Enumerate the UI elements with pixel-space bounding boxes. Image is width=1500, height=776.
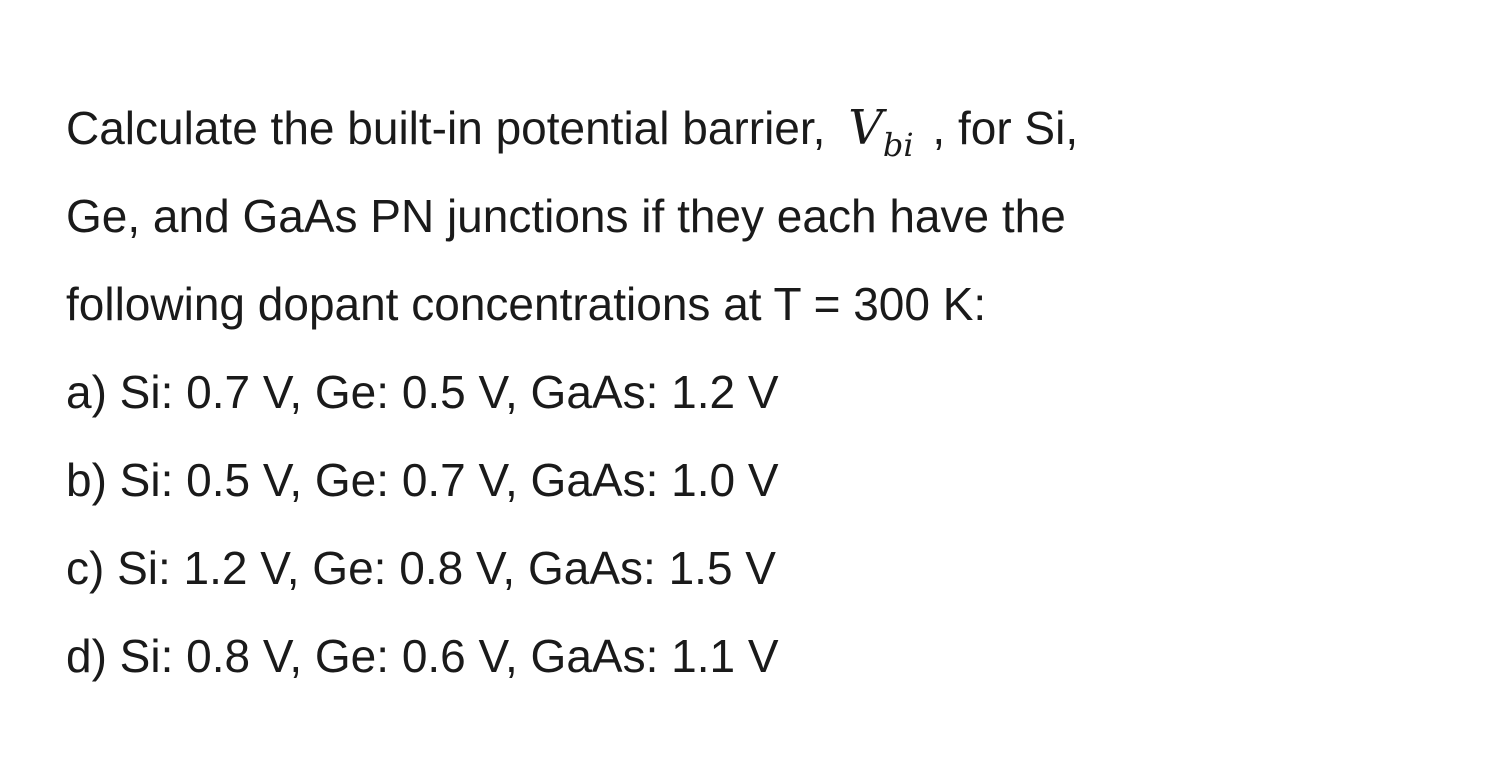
option-a[interactable]: a) Si: 0.7 V, Ge: 0.5 V, GaAs: 1.2 V: [66, 366, 779, 418]
question-line-1: [66, 84, 1456, 172]
question-text: [66, 84, 1456, 348]
option-c[interactable]: c) Si: 1.2 V, Ge: 0.8 V, GaAs: 1.5 V: [66, 542, 776, 594]
question-line-1-end: , for Si,: [932, 102, 1079, 154]
question-line-3: following dopant concentrations at T = 300 K:: [66, 278, 987, 330]
question-line-2: Ge, and GaAs PN junctions if they each have the: [66, 190, 1066, 242]
vbi-variable-main: V: [848, 100, 883, 156]
answer-options: [66, 348, 779, 700]
option-d[interactable]: d) Si: 0.8 V, Ge: 0.6 V, GaAs: 1.1 V: [66, 630, 779, 682]
option-b[interactable]: b) Si: 0.5 V, Ge: 0.7 V, GaAs: 1.0 V: [66, 454, 779, 506]
vbi-variable: [848, 100, 914, 164]
question-line-1-start: Calculate the built-in potential barrier,: [66, 102, 826, 154]
vbi-variable-subscript: bi: [882, 126, 914, 164]
